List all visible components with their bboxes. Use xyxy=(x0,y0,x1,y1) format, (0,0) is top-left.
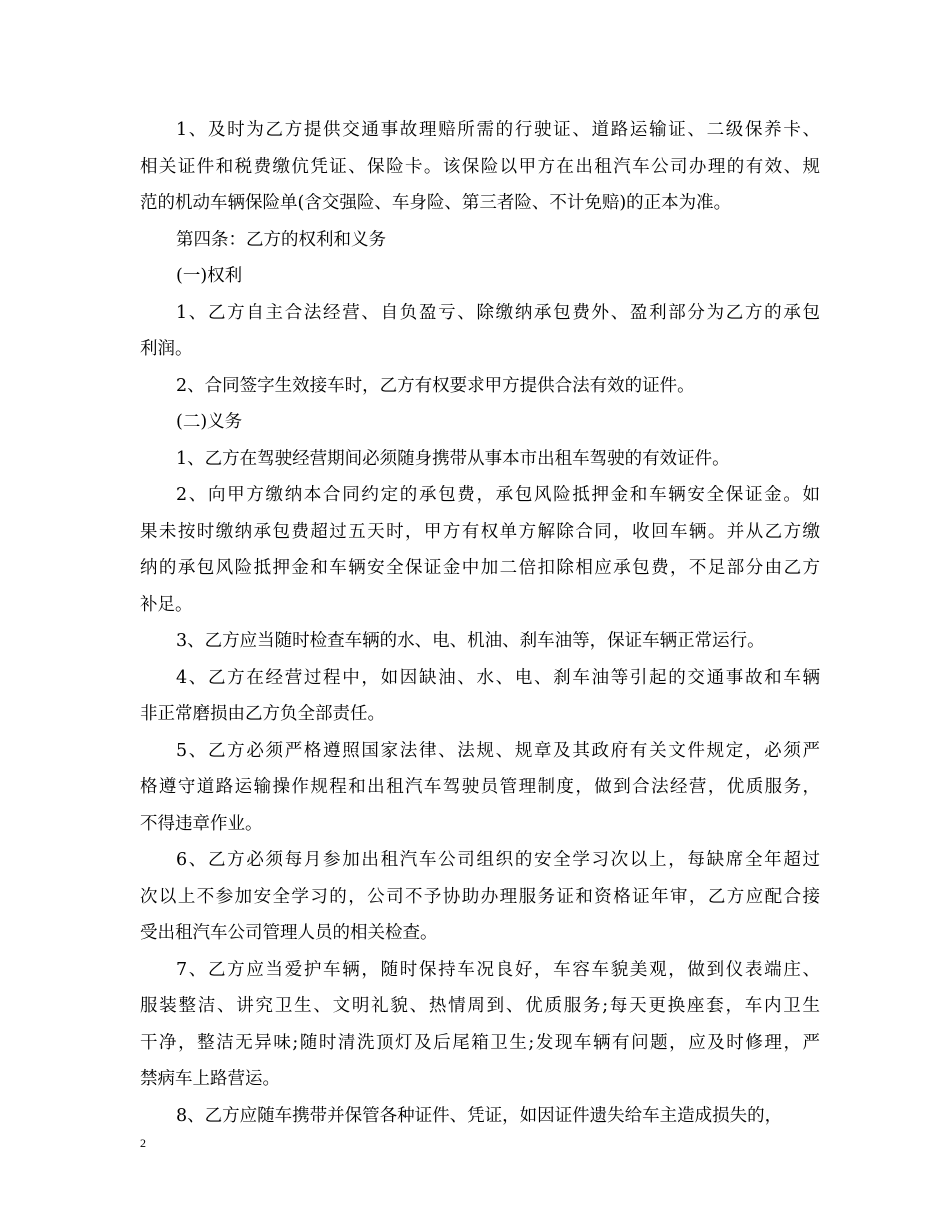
paragraph-line: 7、乙方应当爱护车辆，随时保持车况良好，车容车貌美观，做到仪表端庄、 xyxy=(176,959,820,980)
paragraph-line: 非正常磨损由乙方负全部责任。 xyxy=(140,704,385,724)
paragraph xyxy=(140,1098,820,1135)
paragraph-line: 3、乙方应当随时检查车辆的水、电、机油、刹车油等，保证车辆正常运行。 xyxy=(176,631,765,651)
paragraph-line: 第四条：乙方的权利和义务 xyxy=(176,229,386,250)
paragraph-line: 1、及时为乙方提供交通事故理赔所需的行驶证、道路运输证、二级保养卡、 xyxy=(176,120,820,140)
paragraph-line: 1、乙方自主合法经营、自负盈亏、除缴纳承包费外、盈利部分为乙方的承包 xyxy=(176,302,820,323)
paragraph-line: 禁病车上路营运。 xyxy=(140,1069,280,1089)
paragraph-line: 4、乙方在经营过程中，如因缺油、水、电、刹车油等引起的交通事故和车辆 xyxy=(176,667,820,688)
paragraph-line: (二)义务 xyxy=(176,412,243,432)
paragraph xyxy=(140,477,820,623)
paragraph xyxy=(140,404,820,441)
paragraph xyxy=(140,623,820,660)
paragraph-line: 不得违章作业。 xyxy=(140,813,263,834)
paragraph-line: 8、乙方应随车携带并保管各种证件、凭证，如因证件遗失给车主造成损失的， xyxy=(176,1105,783,1126)
paragraph-line: 2、向甲方缴纳本合同约定的承包费，承包风险抵押金和车辆安全保证金。如 xyxy=(176,485,820,505)
paragraph-line: (一)权利 xyxy=(176,266,243,286)
paragraph xyxy=(140,258,820,295)
paragraph-line: 5、乙方必须严格遵照国家法律、法规、规章及其政府有关文件规定，必须严 xyxy=(176,740,820,761)
paragraph-line: 受出租汽车公司管理人员的相关检查。 xyxy=(140,923,438,943)
paragraph xyxy=(140,368,820,405)
paragraph xyxy=(140,842,820,952)
paragraph xyxy=(140,112,820,222)
paragraph-line: 利润。 xyxy=(140,339,193,359)
paragraph xyxy=(140,660,820,733)
paragraph-line: 纳的承包风险抵押金和车辆安全保证金中加二倍扣除相应承包费，不足部分由乙方 xyxy=(140,558,820,578)
paragraph-line: 6、乙方必须每月参加出租汽车公司组织的安全学习次以上，每缺席全年超过 xyxy=(176,850,820,870)
paragraph-line: 次以上不参加安全学习的，公司不予协助办理服务证和资格证年审，乙方应配合接 xyxy=(140,886,820,907)
paragraph-line: 2、合同签字生效接车时，乙方有权要求甲方提供合法有效的证件。 xyxy=(176,375,695,396)
paragraph xyxy=(140,952,820,1098)
paragraph xyxy=(140,441,820,478)
page-number: 2 xyxy=(140,1136,146,1150)
paragraph-line: 服装整洁、讲究卫生、文明礼貌、热情周到、优质服务;每天更换座套，车内卫生 xyxy=(140,996,820,1016)
paragraph-line: 1、乙方在驾驶经营期间必须随身携带从事本市出租车驾驶的有效证件。 xyxy=(176,448,730,469)
paragraph-line: 干净，整洁无异味;随时清洗顶灯及后尾箱卫生;发现车辆有问题，应及时修理，严 xyxy=(140,1032,820,1053)
paragraph xyxy=(140,222,820,259)
paragraph-line: 格遵守道路运输操作规程和出租汽车驾驶员管理制度，做到合法经营，优质服务， xyxy=(140,777,820,797)
paragraph-line: 果未按时缴纳承包费超过五天时，甲方有权单方解除合同，收回车辆。并从乙方缴 xyxy=(140,521,820,542)
paragraph xyxy=(140,733,820,843)
paragraph-line: 范的机动车辆保险单(含交强险、车身险、第三者险、不计免赔)的正本为准。 xyxy=(140,193,732,213)
paragraph-line: 补足。 xyxy=(140,594,193,615)
paragraph xyxy=(140,295,820,368)
document-body xyxy=(140,112,820,1134)
paragraph-line: 相关证件和税费缴伉凭证、保险卡。该保险以甲方在出租汽车公司办理的有效、规 xyxy=(140,156,820,177)
